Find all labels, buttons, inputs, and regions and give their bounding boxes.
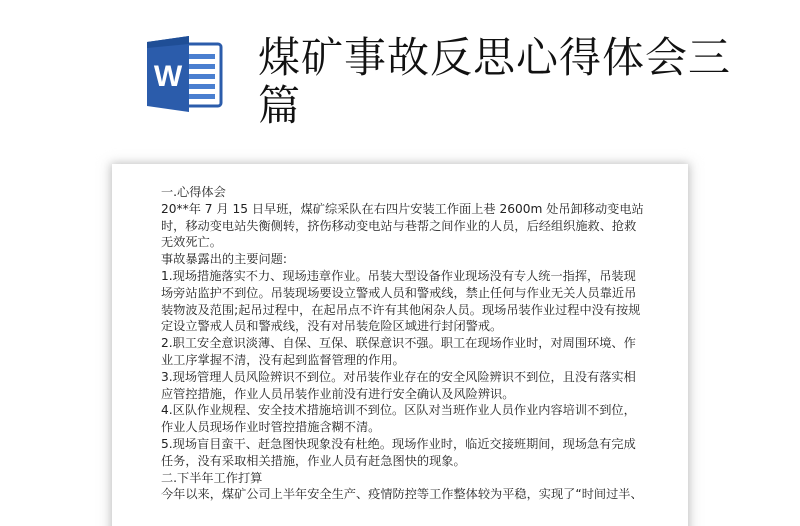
paragraph: 3.现场管理人员风险辨识不到位。对吊装作业存在的安全风险辨识不到位，且没有落实相应管控措施，作业人员吊装作业前没有进行安全确认及风险辨识。 xyxy=(161,369,636,401)
header xyxy=(0,0,800,140)
paragraph: 5.现场盲目蛮干、赶急图快现象没有杜绝。现场作业时，临近交接班期间，现场急有完成任务，没有采取相关措施，作业人员有赶急图快的现象。 xyxy=(161,436,636,468)
paragraph: 1.现场措施落实不力、现场违章作业。吊装大型设备作业现场没有专人统一指挥，吊装现场旁站监护不到位。吊装现场要设立警戒人员和警戒线，禁止任何与作业无关人员靠近吊装物波及范围;起吊过程中，在起吊点不许有其他闲杂人员。现场吊装作业过程中没有按规定设立警戒人员和警戒线，没有对吊装危险区域进行封闭警戒。 xyxy=(161,268,641,334)
page-title: 煤矿事故反思心得体会三篇 xyxy=(258,33,732,130)
paragraph: 20**年 7 月 15 日早班，煤矿综采队在右四片安装工作面上巷 2600m 处吊卸移动变电站时，移动变电站失衡侧转，挤伤移动变电站与巷帮之间作业的人员，后经组织施救、抢救无效死亡。 xyxy=(161,201,644,250)
paragraph: 今年以来，煤矿公司上半年安全生产、疫情防控等工作整体较为平稳，实现了“时间过半、 xyxy=(161,487,643,502)
section-heading: 二.下半年工作打算 xyxy=(161,470,263,485)
microsoft-word-icon xyxy=(145,34,225,114)
logo-letter: W xyxy=(153,60,183,93)
document-sheet xyxy=(112,164,688,526)
document-body xyxy=(161,184,646,503)
paragraph: 4.区队作业规程、安全技术措施培训不到位。区队对当班作业人员作业内容培训不到位，作业人员现场作业时管控措施含糊不清。 xyxy=(161,403,636,435)
paragraph: 2.职工安全意识淡薄、自保、互保、联保意识不强。职工在现场作业时，对周围环境、作业工序掌握不清，没有起到监督管理的作用。 xyxy=(161,336,636,367)
paragraph: 事故暴露出的主要问题: xyxy=(161,252,287,267)
section-heading: 一.心得体会 xyxy=(161,185,226,199)
